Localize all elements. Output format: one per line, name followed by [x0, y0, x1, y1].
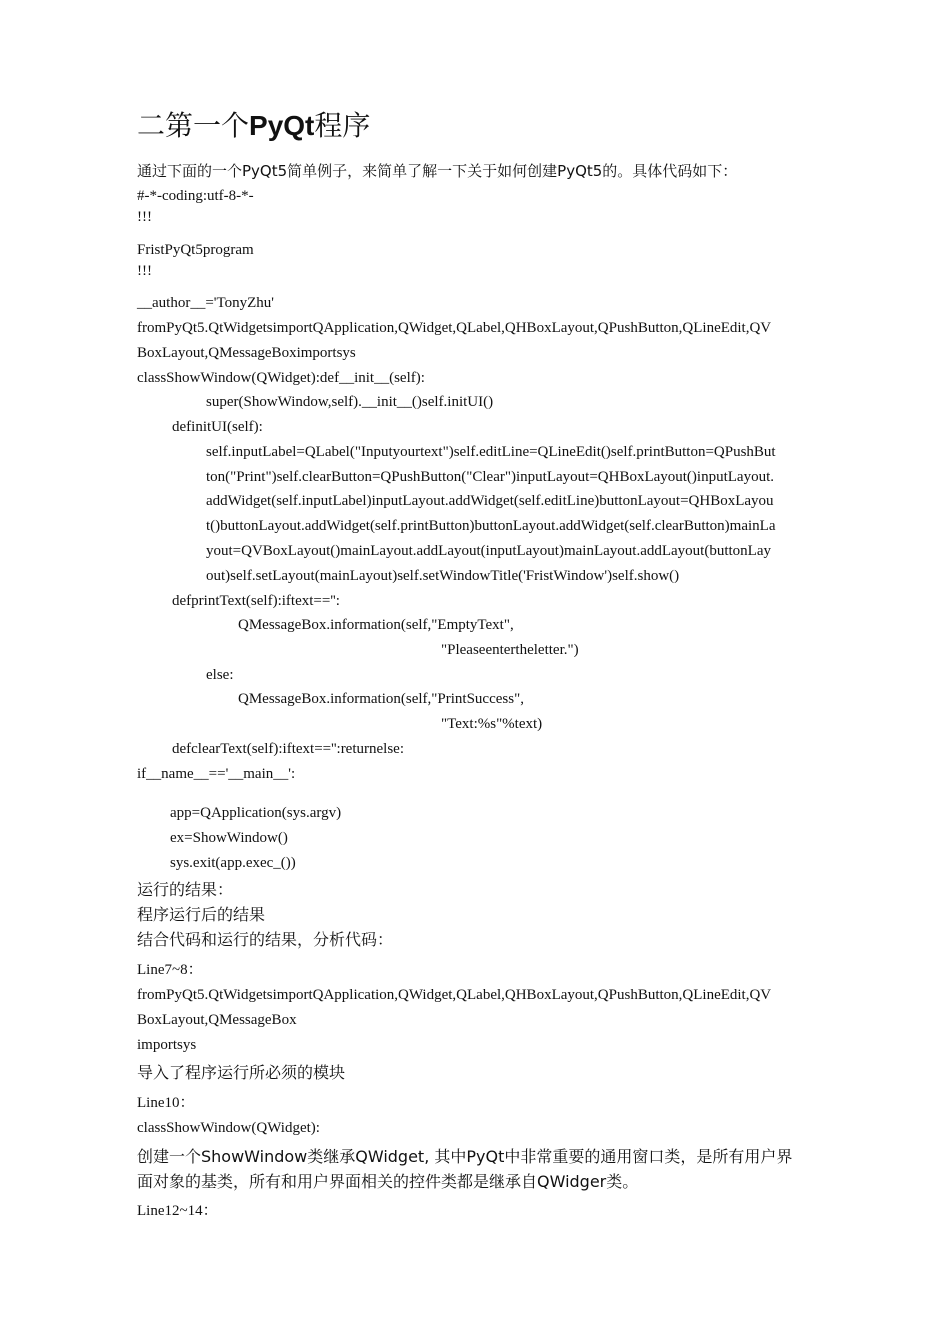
- code-line: BoxLayout,QMessageBoximportsys: [137, 345, 356, 361]
- title-latin: PyQt: [249, 110, 315, 141]
- code-line: out)self.setLayout(mainLayout)self.setWindowTitle('FristWindow')self.show(): [206, 568, 680, 584]
- code-line: t()buttonLayout.addWidget(self.printButton)buttonLayout.addWidget(self.clearButton)mainLa: [206, 518, 776, 534]
- result-heading: 运行的结果：: [137, 880, 234, 899]
- code-line: FristPyQt5program: [137, 242, 254, 258]
- line-ref-12-14: Line12~14：: [137, 1203, 218, 1219]
- code-line: ex=ShowWindow(): [170, 830, 288, 846]
- code-line: defclearText(self):iftext=='':returnelse:: [172, 741, 404, 757]
- code-line: else:: [206, 667, 234, 683]
- code-line: ton("Print")self.clearButton=QPushButton("Clear")inputLayout=QHBoxLayout()inputLayout.: [206, 469, 774, 485]
- code-line: classShowWindow(QWidget):def__init__(self):: [137, 370, 425, 386]
- code-line: importsys: [137, 1037, 197, 1053]
- code-line: __author__='TonyZhu': [137, 295, 274, 311]
- code-line: defprintText(self):iftext=='':: [172, 593, 340, 609]
- code-line: QMessageBox.information(self,"PrintSuccess",: [238, 691, 524, 707]
- code-line: !!!: [137, 263, 152, 279]
- code-line: BoxLayout,QMessageBox: [137, 1012, 297, 1028]
- code-line: addWidget(self.inputLabel)inputLayout.addWidget(self.editLine)buttonLayout=QHBoxLayou: [206, 493, 774, 509]
- code-line: "Pleaseentertheletter."): [441, 642, 579, 658]
- import-description: 导入了程序运行所必须的模块: [137, 1063, 346, 1082]
- page-title: [137, 104, 370, 148]
- code-line: if__name__=='__main__':: [137, 766, 296, 782]
- title-prefix: 二第一个: [137, 109, 250, 142]
- intro-paragraph: 通过下面的一个PyQt5简单例子，来简单了解一下关于如何创建PyQt5的。具体代码如下：: [137, 162, 738, 180]
- code-line: definitUI(self):: [172, 419, 263, 435]
- code-line: sys.exit(app.exec_()): [170, 855, 296, 871]
- class-description: 面对象的基类，所有和用户界面相关的控件类都是继承自QWidger类。: [137, 1172, 639, 1191]
- title-suffix: 程序: [314, 109, 371, 142]
- code-line: yout=QVBoxLayout()mainLayout.addLayout(inputLayout)mainLayout.addLayout(buttonLay: [206, 543, 771, 559]
- code-line: "Text:%s"%text): [441, 716, 543, 732]
- code-line: classShowWindow(QWidget):: [137, 1120, 320, 1136]
- code-line: super(ShowWindow,self).__init__()self.initUI(): [206, 394, 494, 410]
- code-line: !!!: [137, 209, 152, 225]
- line-ref-7-8: Line7~8：: [137, 962, 203, 978]
- code-line: fromPyQt5.QtWidgetsimportQApplication,QWidget,QLabel,QHBoxLayout,QPushButton,QLineEdit,QV: [137, 987, 772, 1003]
- result-caption: 程序运行后的结果: [137, 905, 266, 924]
- code-line: self.inputLabel=QLabel("Inputyourtext")self.editLine=QLineEdit()self.printButton=QPushBut: [206, 444, 776, 460]
- code-line: app=QApplication(sys.argv): [170, 805, 342, 821]
- code-line: #-*-coding:utf-8-*-: [137, 188, 254, 204]
- code-line: QMessageBox.information(self,"EmptyText",: [238, 617, 514, 633]
- analysis-intro: 结合代码和运行的结果，分析代码：: [137, 930, 394, 949]
- line-ref-10: Line10：: [137, 1095, 195, 1111]
- code-line: fromPyQt5.QtWidgetsimportQApplication,QWidget,QLabel,QHBoxLayout,QPushButton,QLineEdit,QV: [137, 320, 772, 336]
- class-description: 创建一个ShowWindow类继承QWidget, 其中PyQt中非常重要的通用窗口类，是所有用户界: [137, 1147, 793, 1166]
